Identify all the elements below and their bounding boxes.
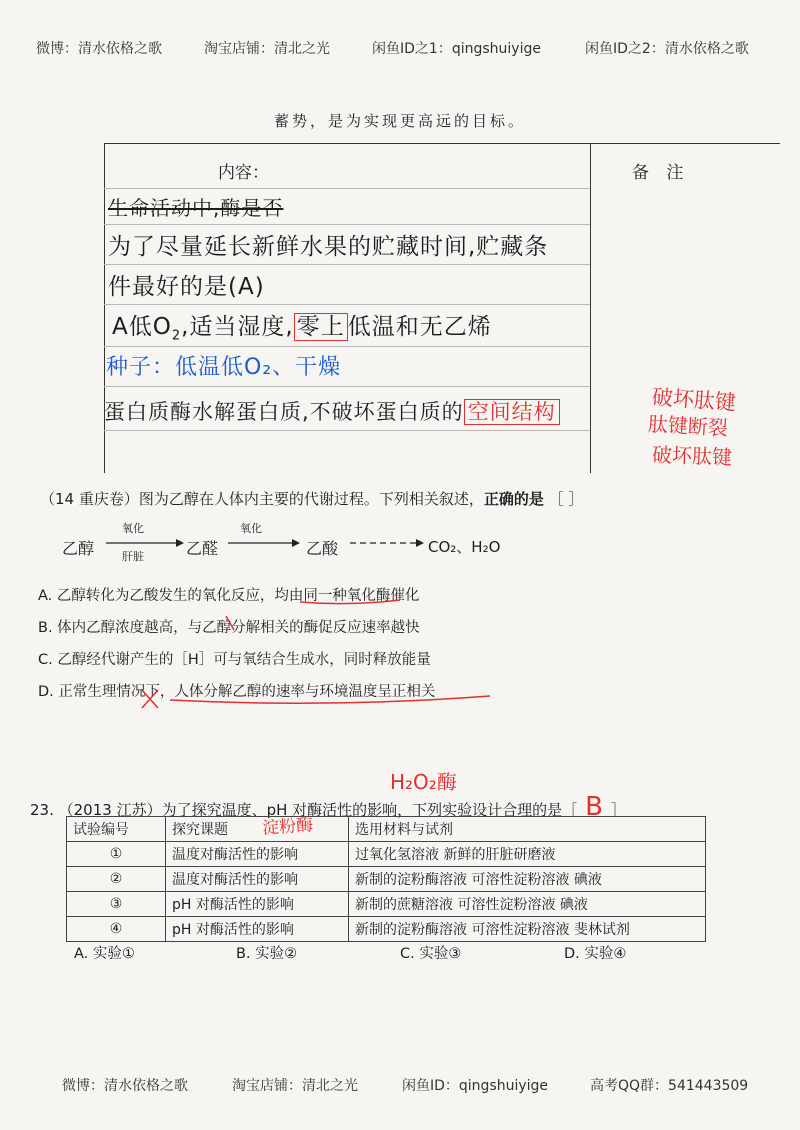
hw-line4-boxed: 零上 xyxy=(294,313,348,341)
q14-red-marks xyxy=(30,578,500,718)
hw-line4-sub: 2 xyxy=(171,328,182,344)
pathway-arrow2-top: 氧化 xyxy=(240,522,262,535)
handwriting-line-5-blue: 种子：低温低O₂、干燥 xyxy=(106,355,342,380)
pathway-ethanol: 乙醇 xyxy=(62,539,95,558)
header-taobao: 淘宝店铺：清北之光 xyxy=(204,41,330,57)
q14-option-d: D. 正常生理情况下，人体分解乙醇的速率与环境温度呈正相关 xyxy=(38,684,436,700)
table-cell: ④ xyxy=(67,917,166,942)
table-cell: ② xyxy=(67,867,166,892)
ruled-line xyxy=(104,304,590,305)
handwriting-line-4 xyxy=(112,308,492,344)
table-row xyxy=(67,917,706,942)
header-weibo: 微博：清水依格之歌 xyxy=(36,41,162,57)
footer-taobao: 淘宝店铺：清北之光 xyxy=(232,1078,358,1094)
q23-option-a: A. 实验① xyxy=(74,946,135,962)
q23-option-d: D. 实验④ xyxy=(564,946,627,962)
q23-option-c: C. 实验③ xyxy=(400,946,462,962)
table-header-cell: 探究课题 xyxy=(166,817,349,842)
hw-line6-boxed: 空间结构 xyxy=(464,399,560,425)
pathway-arrow3-dashed xyxy=(348,536,424,550)
handwriting-line-3: 件最好的是(A) xyxy=(108,274,265,300)
table-cell: 新制的淀粉酶溶液 可溶性淀粉溶液 碘液 xyxy=(349,867,706,892)
footer-qq: 高考QQ群：541443509 xyxy=(590,1078,749,1094)
content-label: 内容： xyxy=(218,163,269,183)
pathway-acetaldehyde: 乙醛 xyxy=(186,539,219,558)
q14-stem-text: （14 重庆卷）图为乙醇在人体内主要的代谢过程。下列相关叙述， xyxy=(40,490,484,508)
pathway-arrow1-top: 氧化 xyxy=(122,522,144,535)
ruled-line xyxy=(104,346,590,347)
hw-line4-c: 低温和无乙烯 xyxy=(347,314,492,340)
hw-line6-a: 蛋白质酶水解蛋白质,不破坏蛋白质的 xyxy=(104,400,464,424)
table-header-cell: 试验编号 xyxy=(67,817,166,842)
table-row xyxy=(67,892,706,917)
q23-option-b: B. 实验② xyxy=(236,946,298,962)
ruled-line xyxy=(104,224,590,225)
handwriting-line-6 xyxy=(104,396,560,426)
handwriting-struck-line: 生命活动中,酶是否 xyxy=(108,196,284,220)
q14-stem-bold: 正确的是 xyxy=(483,490,544,508)
q23-annotation-red-2: 淀粉酶 xyxy=(261,815,314,839)
table-cell: 新制的淀粉酶溶液 可溶性淀粉溶液 斐林试剂 xyxy=(349,917,706,942)
table-row xyxy=(67,842,706,867)
remark-red-2: 肽键断裂 xyxy=(647,411,729,441)
q14-option-c: C. 乙醇经代谢产生的［H］可与氧结合生成水，同时释放能量 xyxy=(38,652,431,668)
pathway-arrow2 xyxy=(226,536,300,550)
page-header xyxy=(0,38,800,62)
ruled-line xyxy=(104,430,590,431)
pathway-arrow1 xyxy=(104,536,184,550)
q14-bracket: ［ ］ xyxy=(548,490,584,508)
pathway-arrow1-bottom: 肝脏 xyxy=(122,550,144,563)
table-cell: 过氧化氢溶液 新鲜的肝脏研磨液 xyxy=(349,842,706,867)
pathway-products: CO₂、H₂O xyxy=(428,538,501,556)
remark-red-3: 破坏肽键 xyxy=(651,442,733,470)
hw-line4-b: ,适当湿度, xyxy=(181,314,294,340)
q14-option-a: A. 乙醇转化为乙酸发生的氧化反应，均由同一种氧化酶催化 xyxy=(38,588,420,604)
q23-stem-text: （2013 江苏）为了探究温度、pH 对酶活性的影响，下列实验设计合理的是［ xyxy=(58,801,578,819)
table-header-cell: 选用材料与试剂 xyxy=(349,817,706,842)
table-row xyxy=(67,867,706,892)
q23-table xyxy=(66,816,706,942)
q14-option-b: B. 体内乙醇浓度越高，与乙醇分解相关的酶促反应速率越快 xyxy=(38,620,420,636)
footer-weibo: 微博：清水依格之歌 xyxy=(62,1078,188,1094)
q23-number: 23. xyxy=(30,801,54,819)
table-cell: 温度对酶活性的影响 xyxy=(166,842,349,867)
table-cell: ③ xyxy=(67,892,166,917)
footer-xianyu: 闲鱼ID：qingshuiyige xyxy=(402,1078,549,1094)
notes-frame-divider xyxy=(590,143,591,473)
motto: 蓄势，是为实现更高远的目标。 xyxy=(273,112,526,130)
q14-stem xyxy=(40,488,583,509)
handwriting-line-2: 为了尽量延长新鲜水果的贮藏时间,贮藏条 xyxy=(108,234,549,260)
table-cell: 新制的蔗糖溶液 可溶性淀粉溶液 碘液 xyxy=(349,892,706,917)
table-cell: ① xyxy=(67,842,166,867)
q23-answer-handwritten: B xyxy=(585,792,603,822)
ruled-line xyxy=(104,188,590,189)
ruled-line xyxy=(104,264,590,265)
q23-bracket-close: ］ xyxy=(611,801,627,819)
header-xianyu-1: 闲鱼ID之1：qingshuiyige xyxy=(372,41,541,57)
header-xianyu-2: 闲鱼ID之2：清水依格之歌 xyxy=(585,41,749,57)
table-cell: pH 对酶活性的影响 xyxy=(166,892,349,917)
hw-line4-a: A低O xyxy=(112,314,172,340)
ruled-line xyxy=(104,386,590,387)
pathway-acetic-acid: 乙酸 xyxy=(306,539,339,558)
table-cell: 温度对酶活性的影响 xyxy=(166,867,349,892)
table-header-row xyxy=(67,817,706,842)
remarks-label: 备 注 xyxy=(632,163,690,183)
table-cell: pH 对酶活性的影响 xyxy=(166,917,349,942)
notes-frame-top xyxy=(104,143,780,144)
q23-annotation-red: H₂O₂酶 xyxy=(390,770,457,794)
remark-red-1: 破坏肽键 xyxy=(651,385,737,415)
